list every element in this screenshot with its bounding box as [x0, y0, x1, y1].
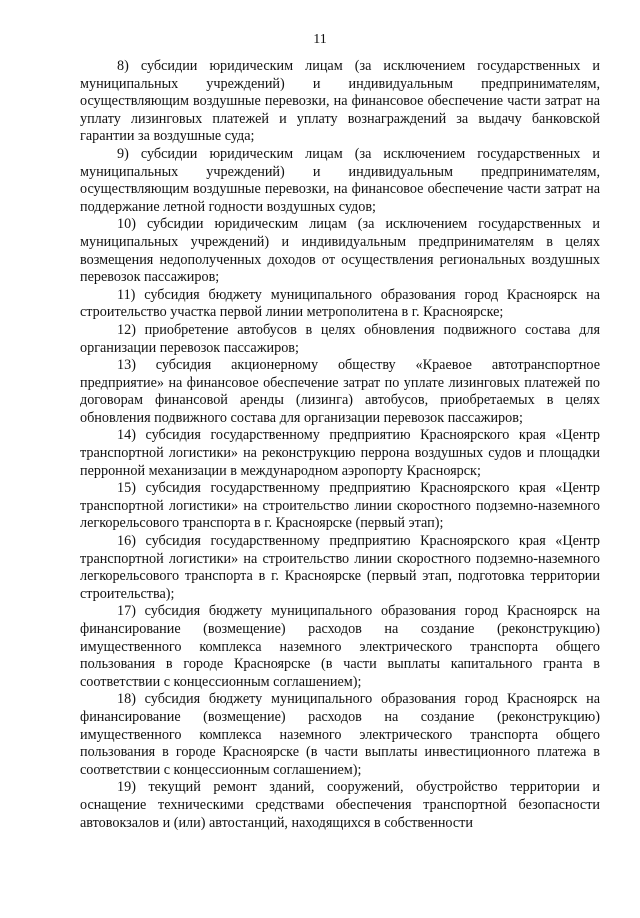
list-item-17: 17) субсидия бюджету муниципального образования город Красноярск на финансирование (возмещение) расходов на создание (реконструкцию) имущественного комплекса наземного электрического транспорта общего пользования в городе Красноярске (в части выплаты капитального гранта в соответствии с концессионным соглашением);: [80, 603, 600, 690]
list-item-15: 15) субсидия государственному предприятию Красноярского края «Центр транспортной логистики» на строительство линии скоростного подземно-наземного легкорельсового транспорта в г. Красноярске (первый этап);: [80, 480, 600, 532]
list-item-10: 10) субсидии юридическим лицам (за исключением государственных и муниципальных учреждений) и индивидуальным предпринимателям в целях возмещения недополученных доходов от осуществления региональных воздушных перевозок пассажиров;: [80, 216, 600, 286]
list-item-19: 19) текущий ремонт зданий, сооружений, обустройство территории и оснащение техническими средствами обеспечения транспортной безопасности автовокзалов и (или) автостанций, находящихся в собственности: [80, 779, 600, 831]
list-item-11: 11) субсидия бюджету муниципального образования город Красноярск на строительство участка первой линии метрополитена в г. Красноярске;: [80, 286, 600, 321]
list-item-13: 13) субсидия акционерному обществу «Краевое автотранспортное предприятие» на финансовое обеспечение затрат по уплате лизинговых платежей по договорам финансовой аренды (лизинга) автобусов, приобретаемых в целях обновления подвижного состава для организации перевозок пассажиров;: [80, 357, 600, 426]
page-number: 11: [313, 32, 327, 47]
list-item-8: 8) субсидии юридическим лицам (за исключением государственных и муниципальных учреждений) и индивидуальным предпринимателям, осуществляющим воздушные перевозки, на финансовое обеспечение части затрат на уплату лизинговых платежей и уплату вознаграждений за выдачу банковской гарантии за воздушные суда;: [80, 58, 600, 145]
list-item-14: 14) субсидия государственному предприятию Красноярского края «Центр транспортной логистики» на реконструкцию перрона воздушных судов и площадки перронной механизации в международном аэропорту Красноярск;: [80, 427, 600, 479]
document-body: [80, 58, 600, 832]
list-item-9: 9) субсидии юридическим лицам (за исключением государственных и муниципальных учреждений) и индивидуальным предпринимателям, осуществляющим воздушные перевозки, на финансовое обеспечение части затрат на поддержание летной годности воздушных судов;: [80, 145, 600, 215]
list-item-18: 18) субсидия бюджету муниципального образования город Красноярск на финансирование (возмещение) расходов на создание (реконструкцию) имущественного комплекса наземного электрического транспорта общего пользования в городе Красноярске (в части выплаты инвестиционного платежа в соответствии с концессионным соглашением);: [80, 691, 600, 778]
list-item-16: 16) субсидия государственному предприятию Красноярского края «Центр транспортной логистики» на строительство линии скоростного подземно-наземного легкорельсового транспорта в г. Красноярске (первый этап, подготовка территории строительства);: [80, 533, 600, 602]
list-item-12: 12) приобретение автобусов в целях обновления подвижного состава для организации перевозок пассажиров;: [80, 321, 600, 356]
